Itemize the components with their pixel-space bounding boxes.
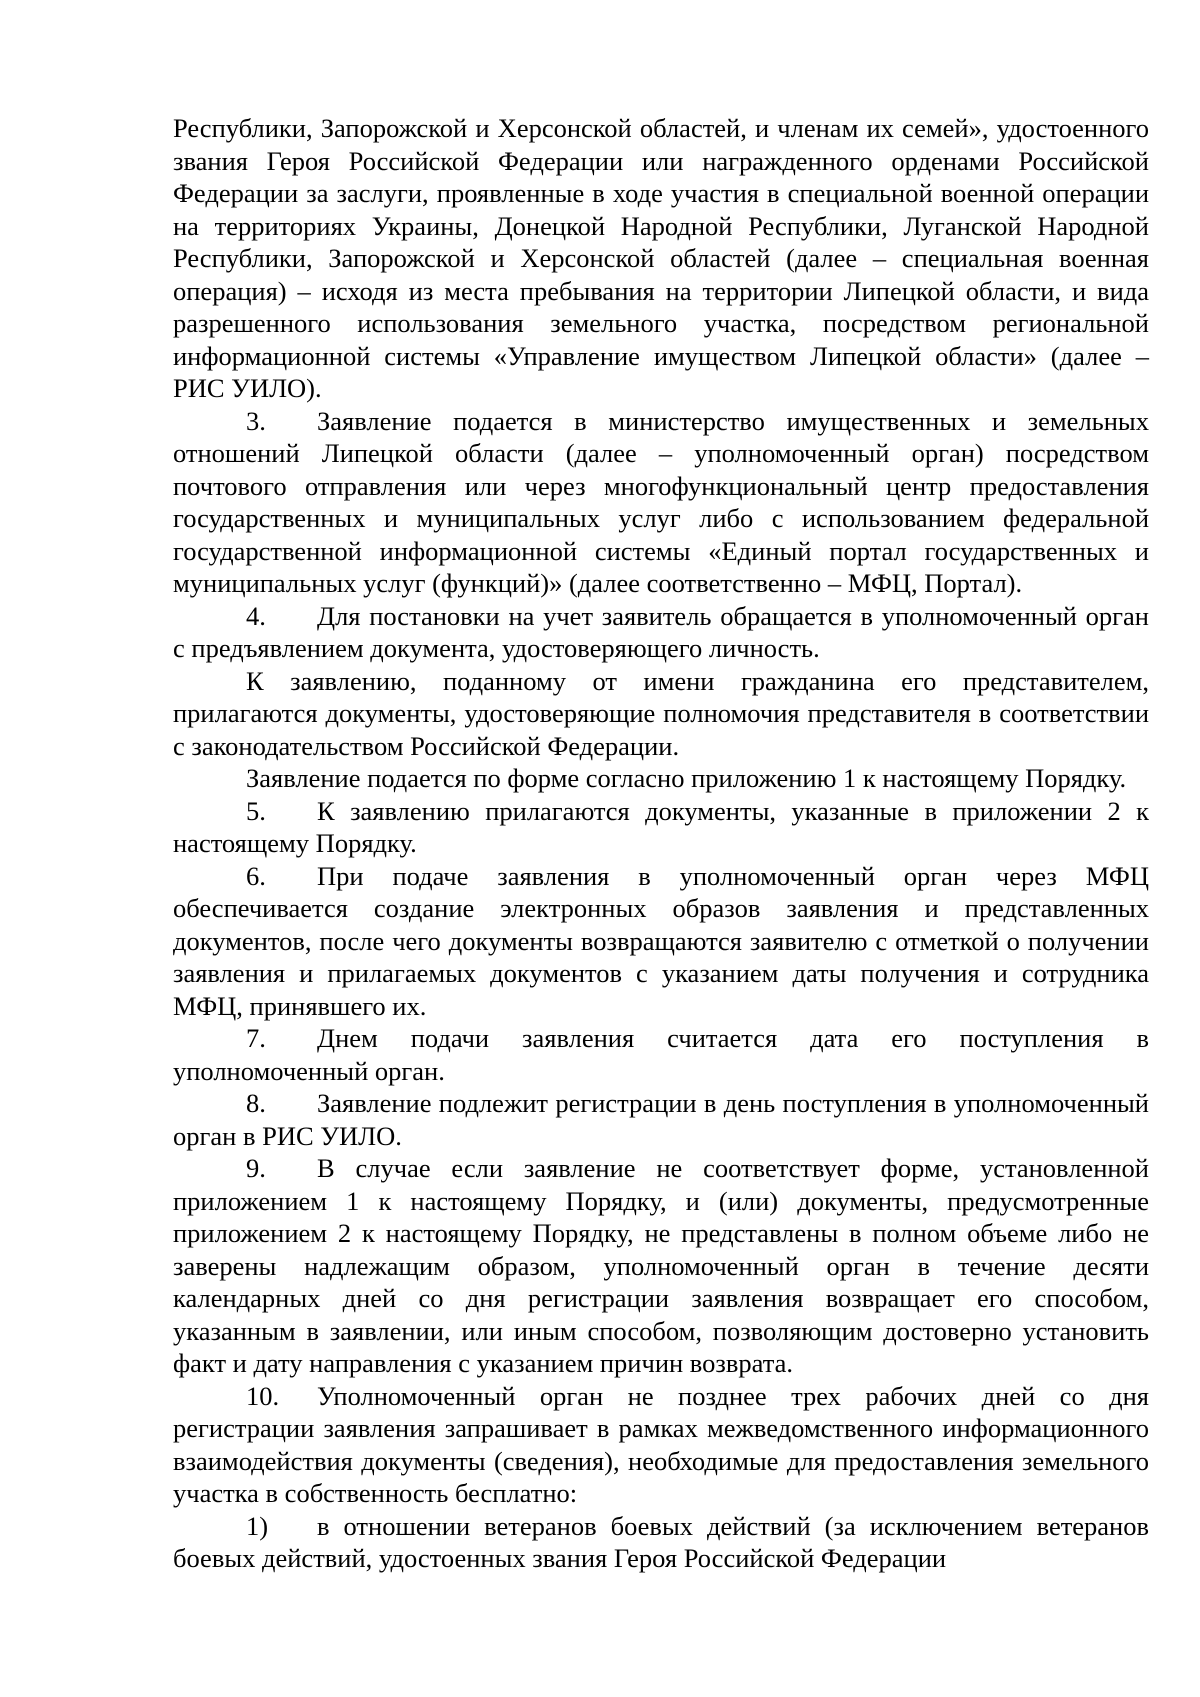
paragraph-text: В случае если заявление не соответствует форме, установленной приложением 1 к настоящему Порядку, и (или) документы, предусмотренные приложением 2 к настоящему Порядку, не представлены в полном объеме либо не заверены надлежащим образом, уполномоченный орган в течение десяти календарных дней со дня регистрации заявления возвращает его способом, указанным в заявлении, или иным способом, позволяющим достоверно установить факт и дату направления с указанием причин возврата. xyxy=(173,1153,1149,1378)
paragraph-item-9 xyxy=(173,1152,1149,1380)
paragraph-text: Заявление подается по форме согласно приложению 1 к настоящему Порядку. xyxy=(246,763,1127,793)
paragraph-text: К заявлению, поданному от имени гражданина его представителем, прилагаются документы, удостоверяющие полномочия представителя в соответствии с законодательством Российской Федерации. xyxy=(173,665,1149,761)
paragraph-continuation xyxy=(173,112,1149,405)
paragraph-item-4 xyxy=(173,600,1149,665)
paragraph-item-10 xyxy=(173,1380,1149,1510)
item-number: 8. xyxy=(246,1088,266,1118)
paragraph-text: Заявление подается в министерство имущественных и земельных отношений Липецкой области (далее – уполномоченный орган) посредством почтового отправления или через многофункциональный центр предоставления государственных и муниципальных услуг либо с использованием федеральной государственной информационной системы «Единый портал государственных и муниципальных услуг (функций)» (далее соответственно – МФЦ, Портал). xyxy=(173,405,1149,598)
paragraph-subitem-1 xyxy=(173,1510,1149,1575)
paragraph-text: К заявлению прилагаются документы, указанные в приложении 2 к настоящему Порядку. xyxy=(173,795,1149,858)
document-body xyxy=(173,112,1149,1575)
item-number: 9. xyxy=(246,1153,266,1183)
paragraph-text: Заявление подлежит регистрации в день поступления в уполномоченный орган в РИС УИЛО. xyxy=(173,1088,1149,1151)
paragraph-text: Днем подачи заявления считается дата его поступления в уполномоченный орган. xyxy=(173,1023,1149,1086)
paragraph-item-6 xyxy=(173,860,1149,1023)
item-number: 7. xyxy=(246,1023,266,1053)
item-number: 6. xyxy=(246,860,266,891)
paragraph-text: Для постановки на учет заявитель обращается в уполномоченный орган с предъявлением документа, удостоверяющего личность. xyxy=(173,600,1149,663)
item-number: 4. xyxy=(246,600,266,631)
paragraph-text: Уполномоченный орган не позднее трех рабочих дней со дня регистрации заявления запрашивает в рамках межведомственного информационного взаимодействия документы (сведения), необходимые для предоставления земельного участка в собственность бесплатно: xyxy=(173,1380,1149,1508)
paragraph-item-5 xyxy=(173,795,1149,860)
paragraph-text: в отношении ветеранов боевых действий (за исключением ветеранов боевых действий, удостоенных звания Героя Российской Федерации xyxy=(173,1510,1149,1573)
paragraph-item-7 xyxy=(173,1022,1149,1087)
paragraph-item-8 xyxy=(173,1087,1149,1152)
paragraph-application-form xyxy=(173,762,1149,795)
paragraph-text: При подаче заявления в уполномоченный орган через МФЦ обеспечивается создание электронных образов заявления и представленных документов, после чего документы возвращаются заявителю с отметкой о получении заявления и прилагаемых документов с указанием даты получения и сотрудника МФЦ, принявшего их. xyxy=(173,860,1149,1021)
item-number: 1) xyxy=(246,1510,269,1541)
item-number: 5. xyxy=(246,795,266,826)
paragraph-representative-documents xyxy=(173,665,1149,763)
item-number: 10. xyxy=(246,1380,280,1411)
paragraph-text: Республики, Запорожской и Херсонской областей, и членам их семей», удостоенного звания Героя Российской Федерации или награжденного орденами Российской Федерации за заслуги, проявленные в ходе участия в специальной военной операции на территориях Украины, Донецкой Народной Республики, Луганской Народной Республики, Запорожской и Херсонской областей (далее – специальная военная операция) – исходя из места пребывания на территории Липецкой области, и вида разрешенного использования земельного участка, посредством региональной информационной системы «Управление имуществом Липецкой области» (далее – РИС УИЛО). xyxy=(173,113,1149,403)
item-number: 3. xyxy=(246,405,266,436)
paragraph-item-3 xyxy=(173,405,1149,600)
